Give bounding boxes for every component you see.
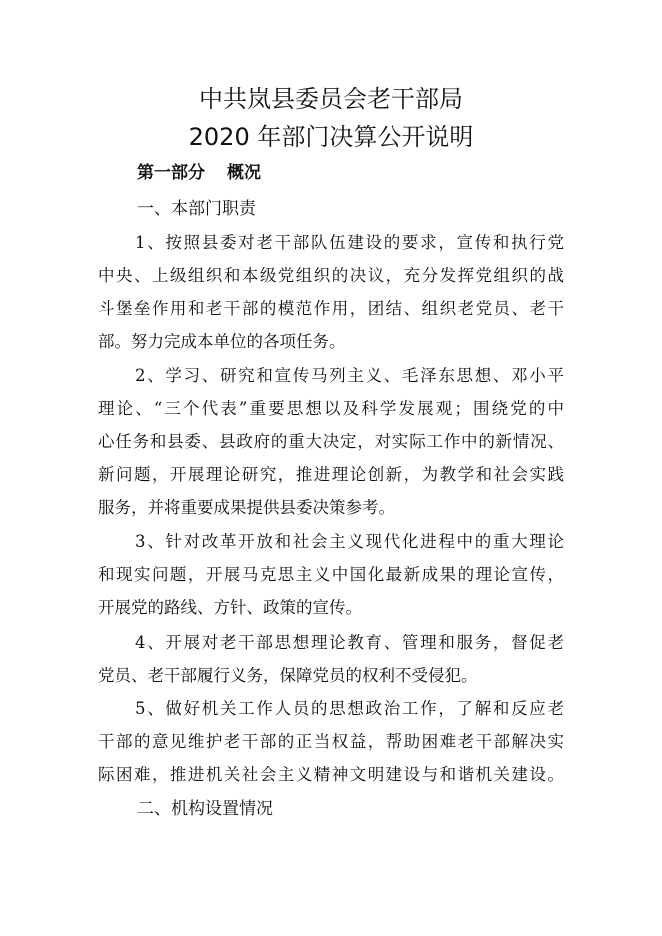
paragraph-line: 新问题，开展理论研究，推进理论创新，为教学和社会实践 <box>98 465 564 484</box>
section-heading-organization: 二、机构设置情况 <box>137 799 273 819</box>
paragraph-line: 党员、老干部履行义务，保障党员的权利不受侵犯。 <box>98 666 478 685</box>
paragraph-line: 理论、“三个代表”重要思想以及科学发展观；围绕党的中 <box>98 399 564 418</box>
part-heading-label: 第一部分 <box>137 163 205 183</box>
part-heading-name: 概况 <box>227 163 261 183</box>
document-title-line2: 2020 年部门决算公开说明 <box>188 123 474 151</box>
paragraph-line: 心任务和县委、县政府的重大决定，对实际工作中的新情况、 <box>98 432 564 451</box>
duty-paragraph-4 <box>98 632 564 698</box>
paragraph-line: 和现实问题，开展马克思主义中国化最新成果的理论宣传， <box>98 565 564 584</box>
paragraph-line: 5、做好机关工作人员的思想政治工作，了解和反应老 <box>135 699 564 718</box>
duty-paragraph-3 <box>98 531 564 630</box>
paragraph-line: 干部的意见维护老干部的正当权益，帮助困难老干部解决实 <box>98 732 564 751</box>
paragraph-line: 中央、上级组织和本级党组织的决议，充分发挥党组织的战 <box>98 266 564 285</box>
paragraph-line: 4、开展对老干部思想理论教育、管理和服务，督促老 <box>135 633 564 652</box>
paragraph-line: 斗堡垒作用和老干部的模范作用，团结、组织老党员、老干 <box>98 299 564 318</box>
section-heading-duties: 一、本部门职责 <box>137 199 256 219</box>
paragraph-line: 2、学习、研究和宣传马列主义、毛泽东思想、邓小平 <box>135 366 564 385</box>
duty-paragraph-1 <box>98 232 564 364</box>
part-heading <box>137 162 261 184</box>
paragraph-line: 部。努力完成本单位的各项任务。 <box>98 332 346 351</box>
duty-paragraph-2 <box>98 365 564 530</box>
paragraph-line: 服务，并将重要成果提供县委决策参考。 <box>98 498 395 517</box>
paragraph-line: 开展党的路线、方针、政策的宣传。 <box>98 598 362 617</box>
paragraph-line: 3、针对改革开放和社会主义现代化进程中的重大理论 <box>135 532 564 551</box>
paragraph-line: 1、按照县委对老干部队伍建设的要求，宣传和执行党 <box>135 233 564 252</box>
duty-paragraph-5 <box>98 698 564 797</box>
paragraph-line: 际困难，推进机关社会主义精神文明建设与和谐机关建设。 <box>98 765 564 784</box>
document-title-line1: 中共岚县委员会老干部局 <box>199 85 463 113</box>
